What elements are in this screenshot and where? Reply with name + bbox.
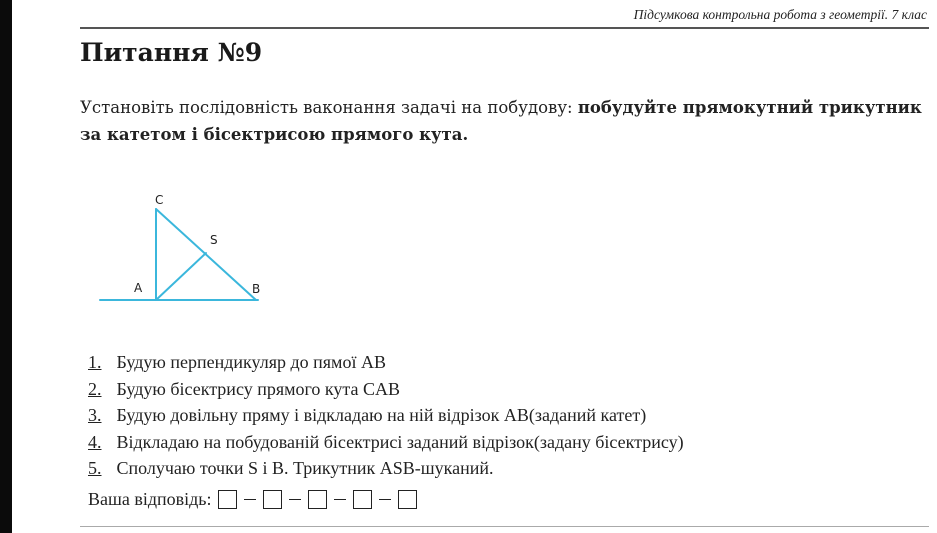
- step-item: [88, 455, 684, 482]
- task-statement: [80, 94, 932, 148]
- construction-diagram: [90, 180, 280, 320]
- label-b: B: [252, 282, 261, 296]
- answer-separator: [289, 499, 301, 500]
- bisector-as: [156, 253, 206, 300]
- step-number: 4.: [88, 431, 102, 452]
- step-item: [88, 402, 684, 429]
- answer-box-4[interactable]: [353, 490, 372, 509]
- step-text: Будую перпендикуляр до пямої AB: [116, 352, 386, 372]
- answer-box-5[interactable]: [398, 490, 417, 509]
- task-plain-text: Установіть послідовність ваконання задачі на побудову:: [80, 98, 578, 117]
- answer-separator: [244, 499, 256, 500]
- step-item: [88, 376, 684, 403]
- steps-list: [88, 349, 684, 482]
- step-number: 2.: [88, 378, 102, 399]
- answer-box-1[interactable]: [218, 490, 237, 509]
- step-text: Будую довільну пряму і відкладаю на ній відрізок AB(заданий катет): [116, 405, 647, 425]
- header-divider: [80, 27, 929, 29]
- label-c: C: [155, 193, 164, 207]
- answer-box-3[interactable]: [308, 490, 327, 509]
- step-number: 5.: [88, 458, 102, 478]
- step-text: Будую бісектрису прямого кута CAB: [116, 378, 401, 399]
- answer-box-2[interactable]: [263, 490, 282, 509]
- footer-divider: [80, 526, 929, 527]
- step-item: [88, 429, 684, 456]
- step-text: Відкладаю на побудованій бісектрисі заданий відрізок(задану бісектрису): [116, 431, 684, 452]
- step-text: Сполучаю точки S і B. Трикутник ASB-шуканий.: [116, 458, 494, 478]
- answer-row: [88, 489, 417, 510]
- label-a: A: [134, 281, 143, 295]
- step-number: 3.: [88, 405, 102, 425]
- step-number: 1.: [88, 352, 102, 372]
- task-bold-text: побудуйте прямокутний трикутник за катетом і бісектрисою прямого кута.: [80, 98, 922, 144]
- step-item: [88, 349, 684, 376]
- answer-separator: [379, 499, 391, 500]
- page-title: Питання №9: [80, 38, 263, 67]
- left-edge-bar: [0, 0, 12, 533]
- page-header: Підсумкова контрольна робота з геометрії. 7 клас: [633, 7, 927, 22]
- label-s: S: [210, 233, 218, 247]
- answer-label: Ваша відповідь:: [88, 489, 212, 509]
- answer-separator: [334, 499, 346, 500]
